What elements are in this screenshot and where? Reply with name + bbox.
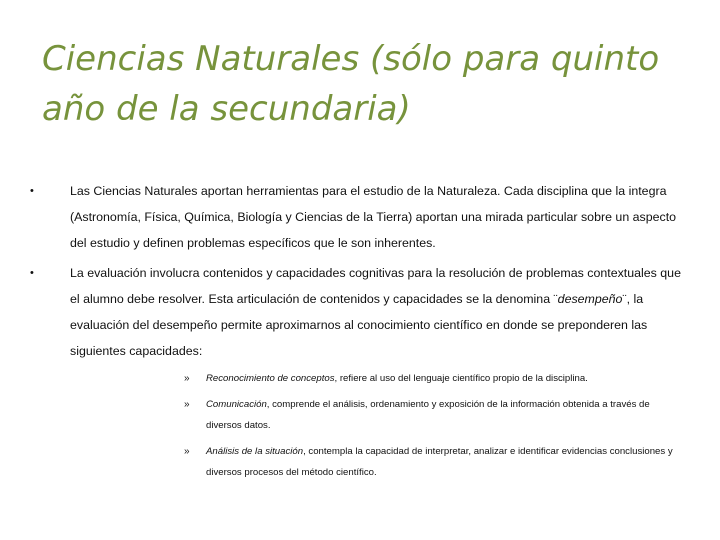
sub-item <box>184 441 676 483</box>
sub-item <box>184 368 676 389</box>
sub-term: Comunicación <box>206 399 267 410</box>
bullet-emphasis: desempeño <box>557 292 623 306</box>
sub-text: , refiere al uso del lenguaje científico propio de la disciplina. <box>334 373 588 384</box>
sub-marker: » <box>184 399 190 410</box>
bullet-item <box>30 178 682 256</box>
slide-title <box>42 34 692 134</box>
sub-marker: » <box>184 373 190 384</box>
bullet-item <box>30 260 682 364</box>
sub-text: , comprende el análisis, ordenamiento y exposición de la información obtenida a través de diversos datos. <box>206 399 650 431</box>
sub-list <box>0 368 720 483</box>
sub-term: Reconocimiento de conceptos <box>206 373 335 384</box>
title-line-2: año de la secundaria) <box>42 89 411 129</box>
bullet-text-after: ¨, la evaluación del desempeño permite aproximarnos al conocimiento científico en donde se preponderen las siguientes capacidades: <box>70 292 648 358</box>
sub-text: , contempla la capacidad de interpretar, analizar e identificar evidencias conclusiones y diversos procesos del método científico. <box>206 446 673 478</box>
slide-body <box>0 178 720 488</box>
sub-item <box>184 394 676 436</box>
title-line-1: Ciencias Naturales (sólo para quinto <box>42 39 660 79</box>
sub-marker: » <box>184 446 190 457</box>
bullet-marker: • <box>30 267 34 279</box>
bullet-marker: • <box>30 185 34 197</box>
bullet-text-before: La evaluación involucra contenidos y capacidades cognitivas para la resolución de problemas contextuales que el alumno debe resolver. Esta articulación de contenidos y capacidades se la denomina ¨ <box>70 266 681 306</box>
sub-term: Análisis de la situación <box>206 446 304 457</box>
bullet-text: Las Ciencias Naturales aportan herramientas para el estudio de la Naturaleza. Cada disciplina que la integra (Astronomía, Física, Química, Biología y Ciencias de la Tierra) aportan una mirada particular sobre un aspecto del estudio y definen problemas específicos que le son inherentes. <box>70 184 677 250</box>
